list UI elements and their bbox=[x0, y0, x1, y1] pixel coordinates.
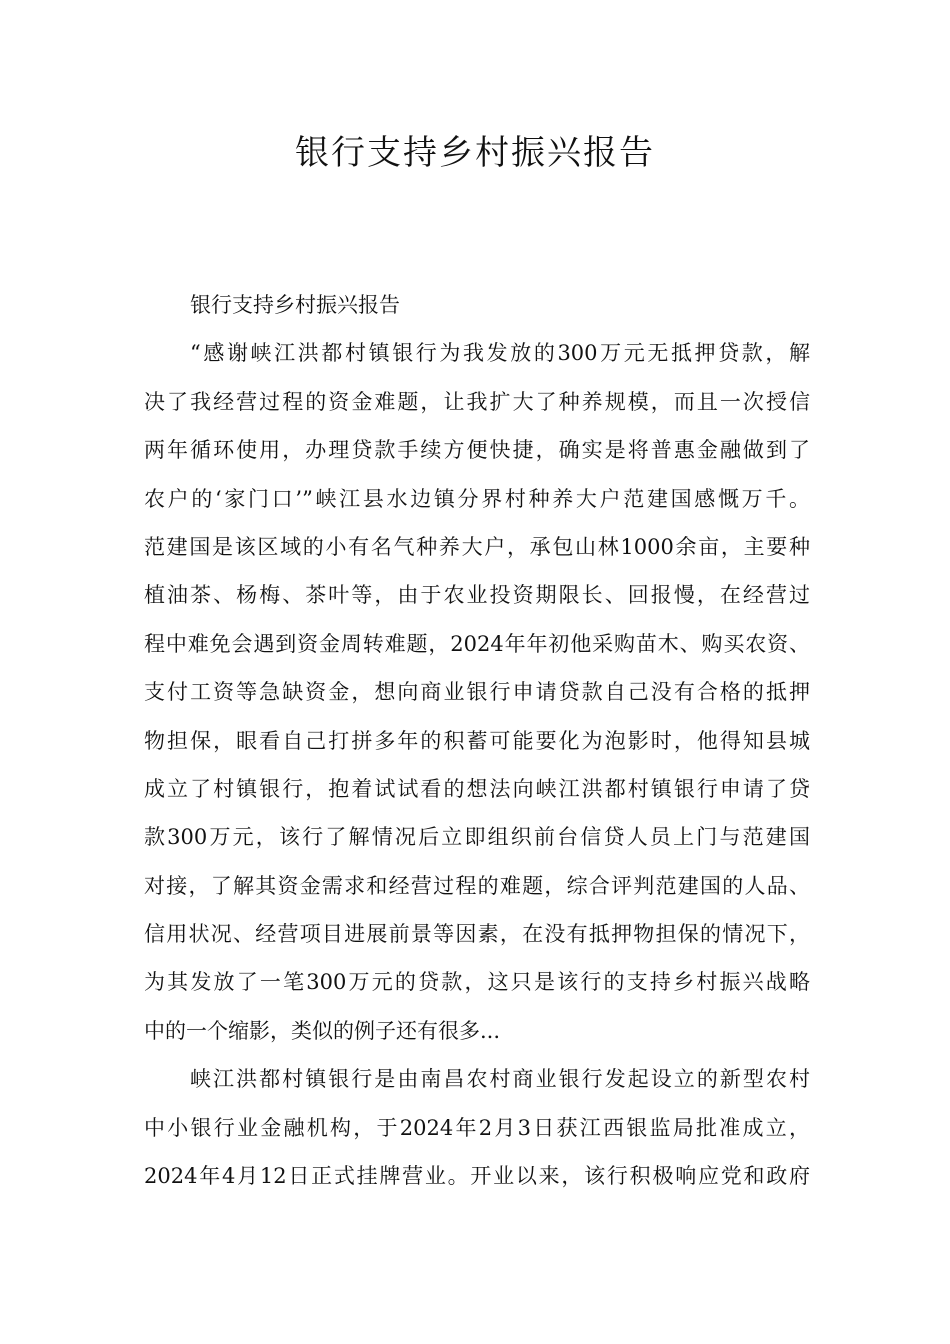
document-body bbox=[144, 281, 810, 1200]
text-line: 范建国是该区域的小有名气种养大户，承包山林1000余亩，主要种 bbox=[144, 534, 810, 559]
text-line: 银行支持乡村振兴报告 bbox=[190, 293, 400, 317]
text-line: 物担保，眼看自己打拼多年的积蓄可能要化为泡影时，他得知县城 bbox=[144, 728, 810, 753]
text-line: 决了我经营过程的资金难题，让我扩大了种养规模，而且一次授信 bbox=[144, 389, 810, 414]
text-line: 植油茶、杨梅、茶叶等，由于农业投资期限长、回报慢，在经营过 bbox=[144, 583, 810, 608]
text-line: 程中难免会遇到资金周转难题，2024年年初他采购苗木、购买农资、 bbox=[144, 631, 810, 656]
text-line: 对接，了解其资金需求和经营过程的难题，综合评判范建国的人品、 bbox=[144, 873, 810, 898]
text-line: 成立了村镇银行，抱着试试看的想法向峡江洪都村镇银行申请了贷 bbox=[144, 776, 810, 801]
text-line: 峡江洪都村镇银行是由南昌农村商业银行发起设立的新型农村 bbox=[190, 1067, 810, 1092]
text-line: 支付工资等急缺资金，想向商业银行申请贷款自己没有合格的抵押 bbox=[144, 680, 810, 705]
text-line: 款300万元，该行了解情况后立即组织前台信贷人员上门与范建国 bbox=[144, 825, 810, 850]
text-line: 中小银行业金融机构，于2024年2月3日获江西银监局批准成立， bbox=[144, 1115, 810, 1140]
text-line: 农户的‘家门口’”峡江县水边镇分界村种养大户范建国感慨万千。 bbox=[144, 486, 810, 511]
text-line: “感谢峡江洪都村镇银行为我发放的300万元无抵押贷款，解 bbox=[190, 341, 810, 366]
document-title: 银行支持乡村振兴报告 bbox=[295, 133, 655, 173]
text-line: 两年循环使用，办理贷款手续方便快捷，确实是将普惠金融做到了 bbox=[144, 438, 810, 463]
text-line: 中的一个缩影，类似的例子还有很多... bbox=[144, 1018, 501, 1043]
text-line: 2024年4月12日正式挂牌营业。开业以来，该行积极响应党和政府 bbox=[144, 1164, 810, 1189]
text-line: 信用状况、经营项目进展前景等因素，在没有抵押物担保的情况下， bbox=[144, 922, 810, 947]
text-line: 为其发放了一笔300万元的贷款，这只是该行的支持乡村振兴战略 bbox=[144, 970, 810, 995]
